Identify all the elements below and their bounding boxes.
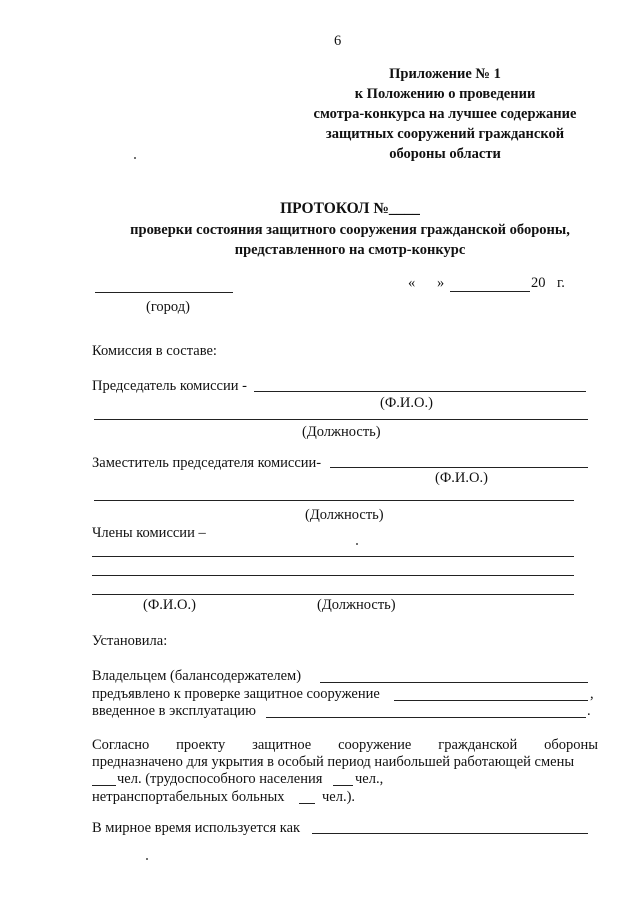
members-blank-3 bbox=[92, 594, 574, 595]
members-fio-caption: (Ф.И.О.) bbox=[143, 597, 196, 613]
date-month-blank bbox=[450, 291, 530, 292]
deputy-label: Заместитель председателя комиссии- bbox=[92, 455, 322, 471]
protocol-subtitle: представленного на смотр-конкурс bbox=[234, 242, 466, 258]
purpose-line-1: Согласно проекту защитное сооружение гражданской обороны bbox=[92, 737, 598, 753]
purpose-line-4a: нетранспортабельных больных bbox=[92, 789, 285, 805]
date-close-quote: » bbox=[437, 275, 445, 291]
members-blank-1 bbox=[92, 556, 574, 557]
owner-blank bbox=[320, 682, 588, 683]
appendix-line: защитных сооружений гражданской bbox=[325, 126, 565, 142]
deputy-blank bbox=[330, 467, 588, 468]
protocol-title: ПРОТОКОЛ №____ bbox=[280, 200, 420, 217]
scan-speck bbox=[134, 157, 136, 159]
commissioned-label: введенное в эксплуатацию bbox=[92, 703, 256, 719]
chairman-fio-caption: (Ф.И.О.) bbox=[380, 395, 433, 411]
commission-intro: Комиссия в составе: bbox=[92, 343, 217, 359]
scan-speck bbox=[146, 858, 148, 860]
appendix-line: обороны области bbox=[389, 146, 501, 162]
chairman-position-blank bbox=[94, 419, 588, 420]
peacetime-blank bbox=[312, 833, 588, 834]
owner-label: Владельцем (балансодержателем) bbox=[92, 668, 302, 684]
peacetime-label: В мирное время используется как bbox=[92, 820, 301, 836]
deputy-position-blank bbox=[94, 500, 574, 501]
city-blank bbox=[95, 292, 233, 293]
appendix-title: Приложение № 1 bbox=[389, 66, 501, 82]
page-number: 6 bbox=[334, 33, 342, 49]
purpose-line-2: предназначено для укрытия в особый период наибольшей работающей смены bbox=[92, 754, 575, 770]
ablebodied-count-blank bbox=[333, 785, 353, 786]
appendix-header bbox=[290, 64, 600, 164]
appendix-line: к Положению о проведении bbox=[354, 86, 536, 102]
city-label: (город) bbox=[146, 299, 190, 315]
purpose-line-4b: чел.). bbox=[322, 789, 356, 805]
members-blank-2 bbox=[92, 575, 574, 576]
chairman-position-caption: (Должность) bbox=[302, 424, 381, 440]
patients-count-blank bbox=[299, 803, 315, 804]
date-open-quote: « bbox=[408, 275, 416, 291]
protocol-subtitle: проверки состояния защитного сооружения гражданской обороны, bbox=[130, 222, 570, 238]
members-label: Члены комиссии – bbox=[92, 525, 206, 541]
presented-blank bbox=[394, 700, 588, 701]
commissioned-dot: . bbox=[587, 703, 591, 719]
chairman-label: Председатель комиссии - bbox=[92, 378, 247, 394]
commissioned-blank bbox=[266, 717, 586, 718]
date-year: 20 bbox=[531, 275, 546, 291]
members-position-caption: (Должность) bbox=[317, 597, 396, 613]
deputy-fio-caption: (Ф.И.О.) bbox=[435, 470, 488, 486]
presented-label: предъявлено к проверке защитное сооружение bbox=[92, 686, 380, 702]
purpose-line-3b: чел., bbox=[355, 771, 384, 787]
presented-comma: , bbox=[590, 686, 594, 702]
chairman-blank bbox=[254, 391, 586, 392]
date-year-suffix: г. bbox=[557, 275, 565, 291]
scan-speck bbox=[356, 543, 358, 545]
purpose-line-3a: чел. (трудоспособного населения bbox=[117, 771, 323, 787]
established-label: Установила: bbox=[92, 633, 168, 649]
deputy-position-caption: (Должность) bbox=[305, 507, 384, 523]
appendix-line: смотра-конкурса на лучшее содержание bbox=[313, 106, 577, 122]
shift-count-blank bbox=[92, 785, 116, 786]
